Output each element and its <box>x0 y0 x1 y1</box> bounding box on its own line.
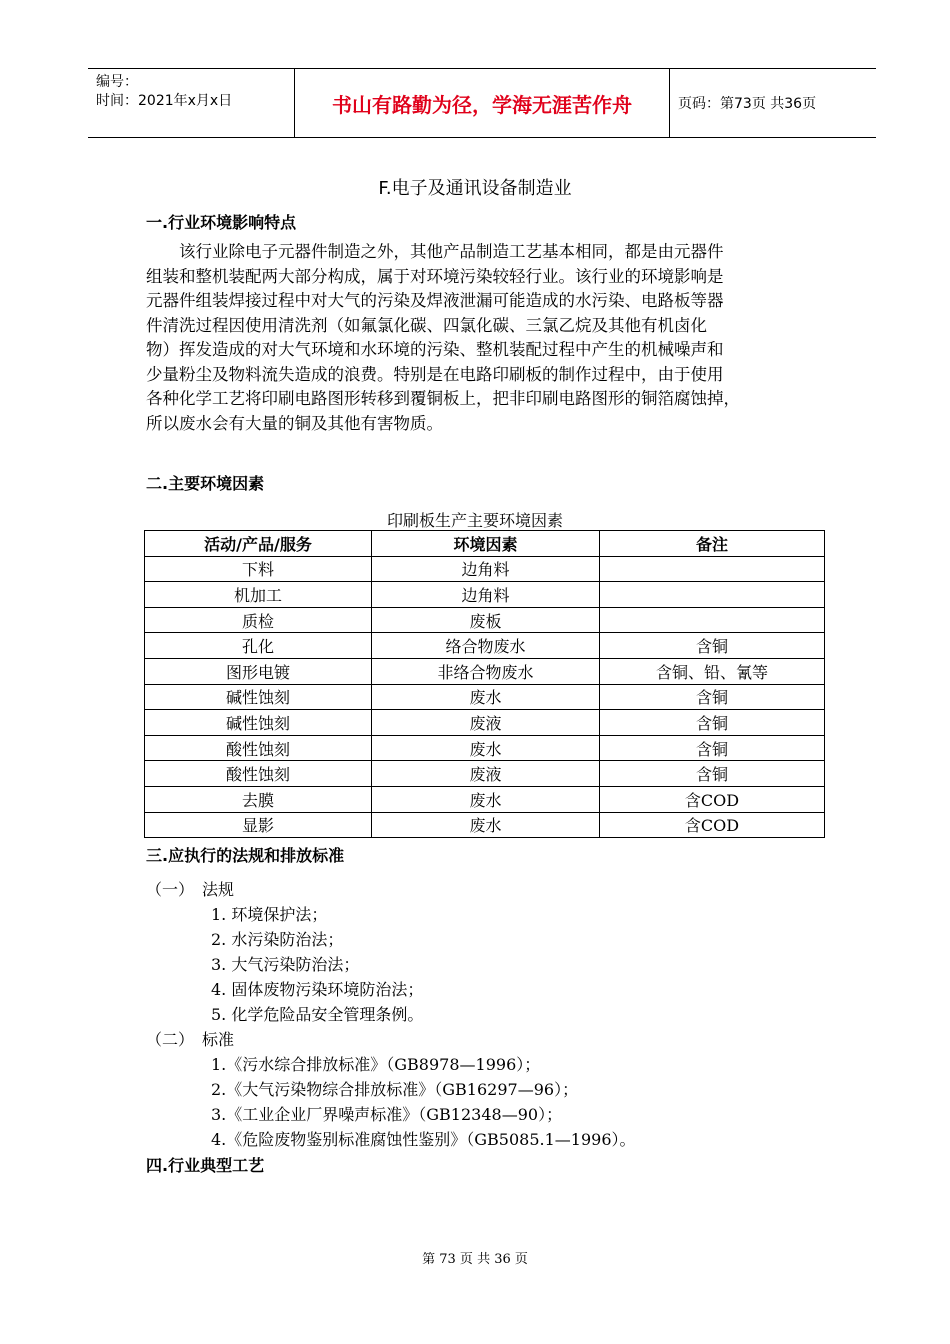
table-cell: 废水 <box>372 812 600 838</box>
table-row <box>145 556 825 582</box>
table-cell: 含铜 <box>600 633 825 659</box>
section4-heading: 四.行业典型工艺 <box>146 1156 265 1175</box>
table-cell: 废板 <box>372 607 600 633</box>
table-cell <box>600 556 825 582</box>
table-row <box>145 786 825 812</box>
table-cell: 废液 <box>372 710 600 736</box>
table-cell: 含铜 <box>600 684 825 710</box>
table-cell: 含COD <box>600 786 825 812</box>
table-cell: 边角料 <box>372 582 600 608</box>
table-cell: 含铜、铅、氰等 <box>600 658 825 684</box>
time-label: 时间：2021年x月x日 <box>96 93 233 109</box>
table-row <box>145 607 825 633</box>
standards-list <box>211 1052 636 1152</box>
number-label: 编号： <box>96 74 138 90</box>
page-footer: 第 73 页 共 36 页 <box>422 1252 528 1267</box>
column-header: 备注 <box>600 531 825 557</box>
table-cell: 非络合物废水 <box>372 658 600 684</box>
paragraph-line: 物）挥发造成的对大气环境和水环境的污染、整机装配过程中产生的机械噪声和 <box>146 340 724 359</box>
table-cell: 机加工 <box>145 582 372 608</box>
table-cell: 去膜 <box>145 786 372 812</box>
column-header: 环境因素 <box>372 531 600 557</box>
list-item: 4.《危险废物鉴别标准腐蚀性鉴别》（GB5085.1—1996）。 <box>211 1130 636 1149</box>
list-item: 5. 化学危险品安全管理条例。 <box>211 1005 424 1024</box>
page-header <box>88 68 876 138</box>
paragraph-line: 各种化学工艺将印刷电路图形转移到覆铜板上，把非印刷电路图形的铜箔腐蚀掉， <box>146 389 740 408</box>
table-row <box>145 658 825 684</box>
table-row <box>145 812 825 838</box>
table-cell: 废水 <box>372 786 600 812</box>
table-row <box>145 710 825 736</box>
header-meta <box>88 69 294 137</box>
table-cell: 废液 <box>372 761 600 787</box>
table-cell: 酸性蚀刻 <box>145 735 372 761</box>
table-cell <box>600 582 825 608</box>
table-cell: 显影 <box>145 812 372 838</box>
table-cell: 酸性蚀刻 <box>145 761 372 787</box>
table-cell: 络合物废水 <box>372 633 600 659</box>
table-row <box>145 684 825 710</box>
table-row <box>145 761 825 787</box>
table-cell: 质检 <box>145 607 372 633</box>
table-cell: 废水 <box>372 684 600 710</box>
section3-heading: 三.应执行的法规和排放标准 <box>146 846 345 865</box>
table-cell <box>600 607 825 633</box>
section1-heading: 一.行业环境影响特点 <box>146 213 297 232</box>
list-item: 1. 环境保护法； <box>211 905 328 924</box>
table-cell: 边角料 <box>372 556 600 582</box>
list-item: 1.《污水综合排放标准》（GB8978—1996）； <box>211 1055 541 1074</box>
laws-label: （一） 法规 <box>146 880 235 899</box>
table-cell: 图形电镀 <box>145 658 372 684</box>
column-header: 活动/产品/服务 <box>145 531 372 557</box>
list-item: 3.《工业企业厂界噪声标准》（GB12348—90）； <box>211 1105 563 1124</box>
list-item: 3. 大气污染防治法； <box>211 955 360 974</box>
header-motto: 书山有路勤为径，学海无涯苦作舟 <box>294 69 670 137</box>
table-cell: 碱性蚀刻 <box>145 684 372 710</box>
list-item: 2. 水污染防治法； <box>211 930 344 949</box>
section1-paragraph <box>146 240 836 436</box>
environment-factors-table <box>144 530 825 838</box>
table-row <box>145 735 825 761</box>
table-row <box>145 633 825 659</box>
laws-list <box>211 902 423 1027</box>
table-cell: 废水 <box>372 735 600 761</box>
table-cell: 孔化 <box>145 633 372 659</box>
table-cell: 下料 <box>145 556 372 582</box>
table-cell: 含铜 <box>600 735 825 761</box>
section2-heading: 二.主要环境因素 <box>146 474 265 493</box>
header-page-info: 页码：第73页 共36页 <box>678 96 817 112</box>
paragraph-line: 件清洗过程因使用清洗剂（如氟氯化碳、四氯化碳、三氯乙烷及其他有机卤化 <box>146 315 707 335</box>
table-row <box>145 582 825 608</box>
table-header-row <box>145 531 825 557</box>
table-cell: 碱性蚀刻 <box>145 710 372 736</box>
paragraph-line: 所以废水会有大量的铜及其他有害物质。 <box>146 413 443 433</box>
table-cell: 含COD <box>600 812 825 838</box>
paragraph-line: 少量粉尘及物料流失造成的浪费。特别是在电路印刷板的制作过程中，由于使用 <box>146 364 724 384</box>
paragraph-line: 组装和整机装配两大部分构成，属于对环境污染较轻行业。该行业的环境影响是 <box>146 266 724 286</box>
list-item: 2.《大气污染物综合排放标准》（GB16297—96）； <box>211 1080 579 1099</box>
paragraph-line: 元器件组装焊接过程中对大气的污染及焊液泄漏可能造成的水污染、电路板等器 <box>146 291 724 310</box>
standards-label: （二） 标准 <box>146 1030 235 1049</box>
document-title: F.电子及通讯设备制造业 <box>378 178 572 199</box>
table-cell: 含铜 <box>600 761 825 787</box>
table-cell: 含铜 <box>600 710 825 736</box>
table-caption: 印刷板生产主要环境因素 <box>386 511 563 530</box>
list-item: 4. 固体废物污染环境防治法； <box>211 980 424 999</box>
paragraph-line: 该行业除电子元器件制造之外，其他产品制造工艺基本相同，都是由元器件 <box>146 242 724 261</box>
